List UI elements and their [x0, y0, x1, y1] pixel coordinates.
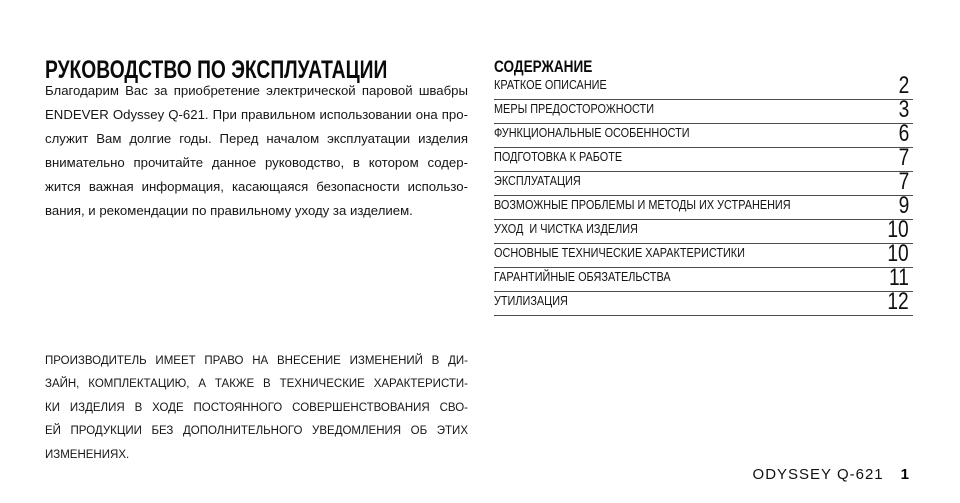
toc-entry-page-number: 2: [898, 72, 909, 99]
toc-row: [494, 96, 913, 124]
toc-entry-page-number: 9: [898, 192, 909, 219]
toc-row: [494, 120, 913, 148]
disclaimer-line: ЕЙ ПРОДУКЦИИ БЕЗ ДОПОЛНИТЕЛЬНОГО УВЕДОМЛЕНИЯ ОБ ЭТИХ: [45, 425, 468, 438]
toc-row: [494, 264, 913, 292]
intro-line: Благодарим Вас за приобретение электрической паровой швабры: [45, 83, 468, 98]
toc-row: [494, 168, 913, 196]
toc-row: [494, 288, 913, 316]
toc-entry-page-number: 11: [889, 264, 909, 291]
toc-heading: СОДЕРЖАНИЕ: [494, 57, 593, 77]
toc-row: [494, 192, 913, 220]
page-footer: [753, 466, 909, 483]
toc-entry-label: ЭКСПЛУАТАЦИЯ: [494, 174, 581, 188]
toc-row: [494, 72, 913, 100]
intro-paragraph: [45, 79, 468, 223]
toc-entry-page-number: 3: [898, 96, 909, 123]
footer-page-number: 1: [900, 466, 909, 483]
page-title: РУКОВОДСТВО ПО ЭКСПЛУАТАЦИИ: [45, 55, 388, 84]
toc-entry-page-number: 10: [887, 240, 909, 267]
disclaimer-line: ИЗМЕНЕНИЯХ.: [45, 448, 130, 461]
toc-entry-label: ГАРАНТИЙНЫЕ ОБЯЗАТЕЛЬСТВА: [494, 270, 671, 284]
toc-list: [494, 72, 913, 316]
toc-entry-label: УХОД И ЧИСТКА ИЗДЕЛИЯ: [494, 222, 638, 236]
footer-model-name: ODYSSEY Q-621: [752, 466, 884, 483]
disclaimer-line: ПРОИЗВОДИТЕЛЬ ИМЕЕТ ПРАВО НА ВНЕСЕНИЕ ИЗМЕНЕНИЙ В ДИ-: [45, 355, 468, 367]
toc-entry-page-number: 7: [898, 168, 909, 195]
toc-row: [494, 240, 913, 268]
disclaimer-paragraph: [45, 350, 468, 467]
toc-entry-label: ВОЗМОЖНЫЕ ПРОБЛЕМЫ И МЕТОДЫ ИХ УСТРАНЕНИЯ: [494, 198, 791, 212]
intro-line: вания, и рекомендации по правильному уходу за изделием.: [45, 203, 413, 218]
toc-row: [494, 216, 913, 244]
toc-entry-page-number: 10: [887, 216, 909, 243]
toc-entry-label: МЕРЫ ПРЕДОСТОРОЖНОСТИ: [494, 102, 655, 116]
intro-line: внимательно прочитайте данное руководство, в котором содер-: [45, 155, 468, 170]
toc-entry-label: КРАТКОЕ ОПИСАНИЕ: [494, 78, 607, 92]
toc-entry-page-number: 12: [887, 288, 909, 315]
toc-entry-label: ОСНОВНЫЕ ТЕХНИЧЕСКИЕ ХАРАКТЕРИСТИКИ: [494, 246, 745, 260]
toc-entry-label: УТИЛИЗАЦИЯ: [494, 294, 568, 308]
toc-entry-label: ФУНКЦИОНАЛЬНЫЕ ОСОБЕННОСТИ: [494, 126, 690, 140]
toc-row: [494, 144, 913, 172]
intro-line: жится важная информация, касающаяся безопасности использо-: [45, 179, 468, 194]
intro-line: служит Вам долгие годы. Перед началом эксплуатации изделия: [45, 131, 468, 146]
toc-entry-page-number: 7: [898, 144, 909, 171]
toc-entry-label: ПОДГОТОВКА К РАБОТЕ: [494, 150, 623, 164]
intro-line: ENDEVER Odyssey Q-621. При правильном использовании она про-: [45, 107, 468, 122]
toc-entry-page-number: 6: [898, 120, 909, 147]
disclaimer-line: КИ ИЗДЕЛИЯ В ХОДЕ ПОСТОЯННОГО СОВЕРШЕНСТВОВАНИЯ СВО-: [45, 401, 468, 414]
disclaimer-line: ЗАЙН, КОМПЛЕКТАЦИЮ, А ТАКЖЕ В ТЕХНИЧЕСКИЕ ХАРАКТЕРИСТИ-: [45, 378, 468, 391]
